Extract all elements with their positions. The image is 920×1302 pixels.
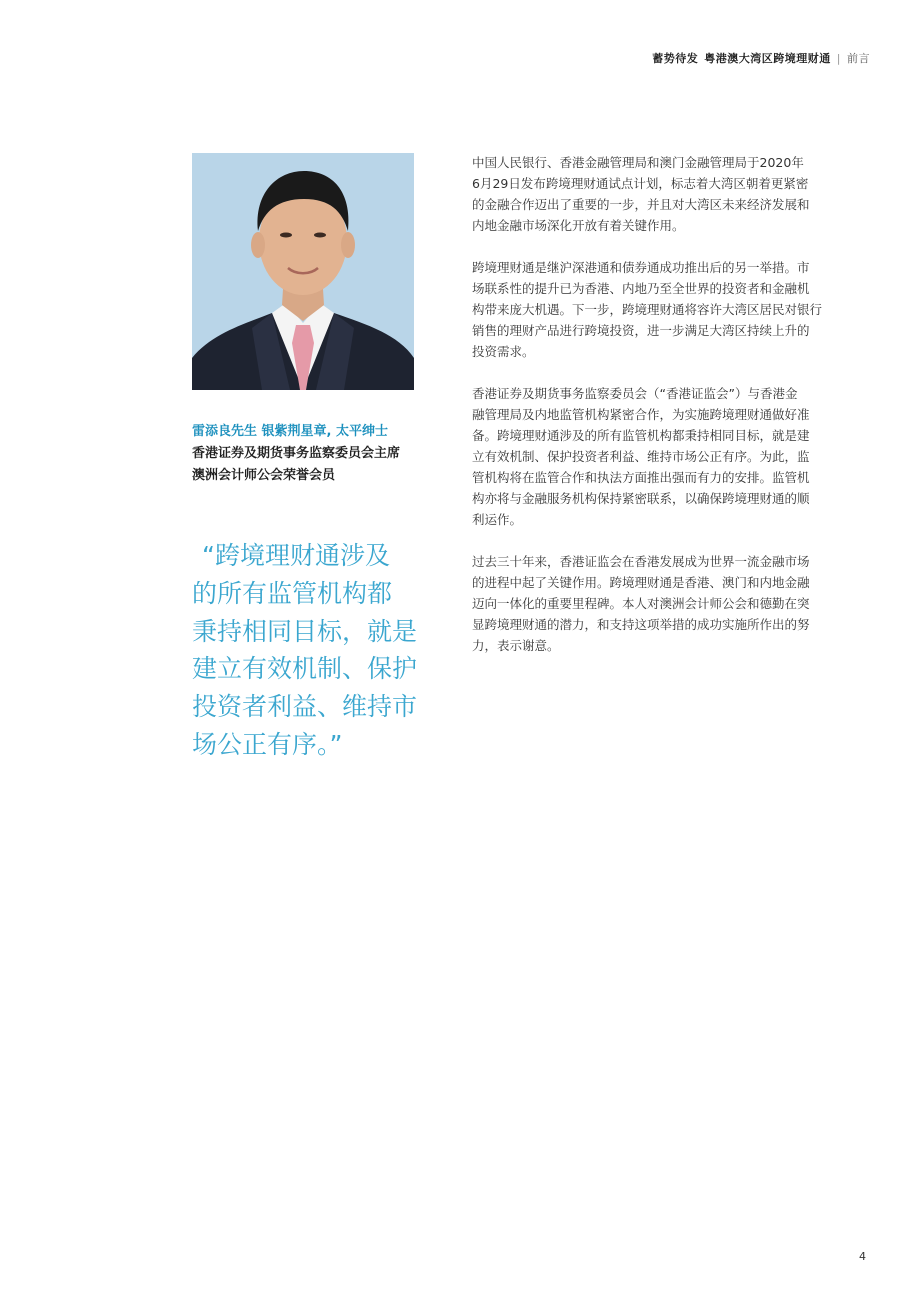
portrait-photo — [192, 153, 414, 390]
body-line: 内地金融市场深化开放有着关键作用。 — [472, 218, 685, 233]
running-header — [652, 50, 870, 66]
body-line: 投资需求。 — [472, 344, 535, 359]
body-line: 显跨境理财通的潜力，和支持这项举措的成功实施所作出的努 — [472, 617, 810, 632]
profile-role: 香港证券及期货事务监察委员会主席 — [192, 446, 401, 461]
page-number: 4 — [859, 1250, 866, 1263]
header-series: 蓄势待发 — [652, 52, 699, 65]
body-line: 的金融合作迈出了重要的一步，并且对大湾区未来经济发展和 — [472, 197, 810, 212]
body-paragraph — [472, 152, 872, 236]
quote-line: 秉持相同目标，就是 — [192, 616, 418, 646]
body-line: 立有效机制、保护投资者利益、维持市场公正有序。为此，监 — [472, 449, 810, 464]
body-line: 中国人民银行、香港金融管理局和澳门金融管理局于2020年 — [472, 155, 804, 170]
profile-honor: 澳洲会计师公会荣誉会员 — [192, 468, 336, 483]
body-line: 过去三十年来，香港证监会在香港发展成为世界一流金融市场 — [472, 554, 810, 569]
body-line: 构亦将与金融服务机构保持紧密联系，以确保跨境理财通的顺 — [472, 491, 810, 506]
pull-quote — [192, 537, 440, 764]
body-line: 场联系性的提升已为香港、内地乃至全世界的投资者和金融机 — [472, 281, 810, 296]
header-section: 前言 — [847, 52, 870, 65]
body-paragraph — [472, 257, 872, 362]
body-line: 6月29日发布跨境理财通试点计划，标志着大湾区朝着更紧密 — [472, 176, 809, 191]
body-line: 跨境理财通是继沪深港通和债券通成功推出后的另一举措。市 — [472, 260, 810, 275]
quote-line: 场公正有序。” — [192, 729, 343, 759]
body-line: 备。跨境理财通涉及的所有监管机构都秉持相同目标，就是建 — [472, 428, 810, 443]
body-line: 香港证券及期货事务监察委员会（“香港证监会”）与香港金 — [472, 386, 798, 401]
body-line: 迈向一体化的重要里程碑。本人对澳洲会计师公会和德勤在突 — [472, 596, 810, 611]
quote-line: 的所有监管机构都 — [192, 578, 393, 608]
body-text — [472, 152, 872, 677]
body-line: 销售的理财产品进行跨境投资，进一步满足大湾区持续上升的 — [472, 323, 810, 338]
body-line: 利运作。 — [472, 512, 523, 527]
header-separator: | — [836, 51, 841, 65]
profile-caption — [192, 421, 442, 487]
quote-line: “跨境理财通涉及 — [202, 541, 390, 570]
profile-name: 雷添良先生 银紫荆星章, 太平绅士 — [192, 424, 388, 439]
body-line: 融管理局及内地监管机构紧密合作，为实施跨境理财通做好准 — [472, 407, 810, 422]
body-paragraph — [472, 383, 872, 530]
header-title: 粤港澳大湾区跨境理财通 — [704, 52, 831, 65]
portrait-illustration — [192, 153, 414, 390]
quote-line: 建立有效机制、保护 — [192, 654, 418, 684]
body-paragraph — [472, 551, 872, 656]
body-line: 构带来庞大机遇。下一步，跨境理财通将容许大湾区居民对银行 — [472, 302, 823, 317]
body-line: 力，表示谢意。 — [472, 638, 560, 653]
quote-line: 投资者利益、维持市 — [192, 692, 418, 722]
body-line: 管机构将在监管合作和执法方面推出强而有力的安排。监管机 — [472, 470, 810, 485]
body-line: 的进程中起了关键作用。跨境理财通是香港、澳门和内地金融 — [472, 575, 810, 590]
